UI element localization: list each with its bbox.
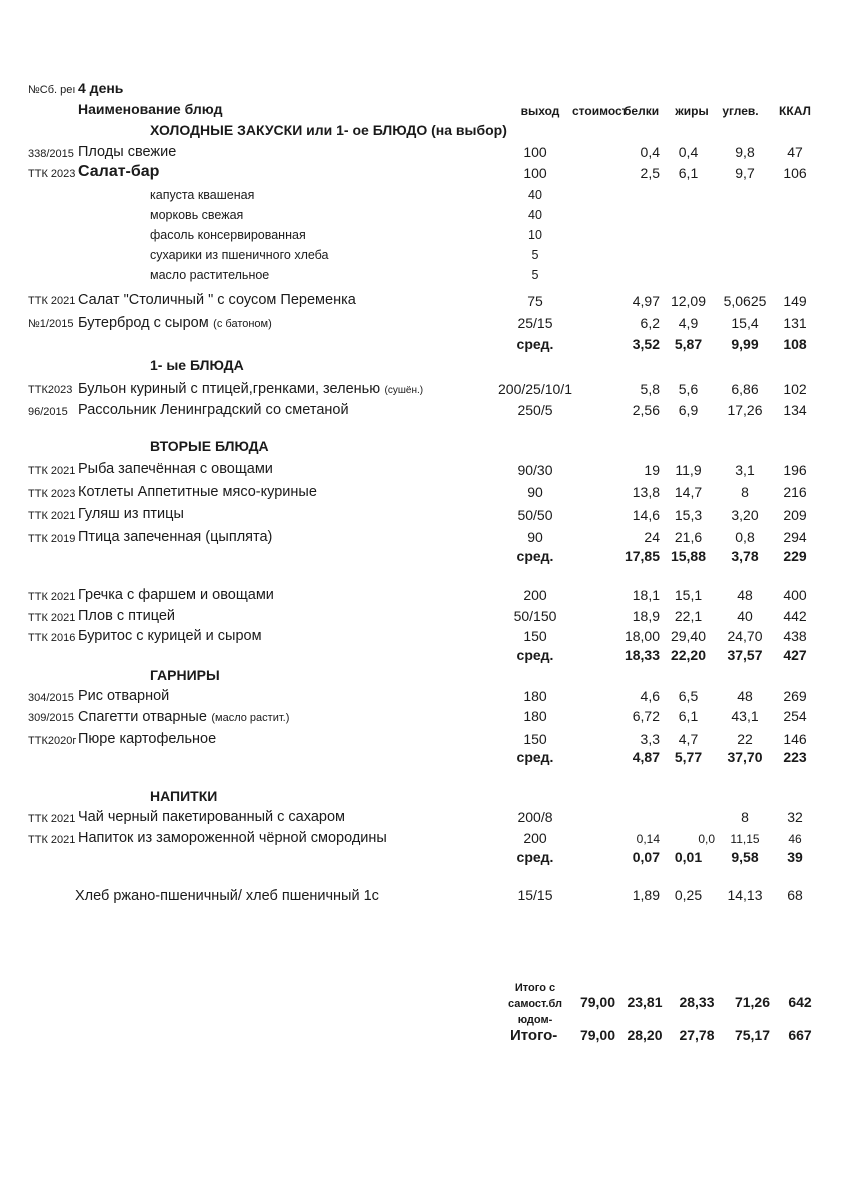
output: 100: [523, 165, 547, 181]
col-header-cost: стоимост: [572, 104, 628, 118]
protein: 4,6: [640, 688, 660, 704]
total-protein: 23,81: [627, 994, 663, 1010]
protein: 2,5: [640, 165, 660, 181]
kcal: 46: [788, 832, 802, 846]
carbs: 8: [741, 809, 749, 825]
kcal: 102: [783, 381, 807, 397]
output: 250/5: [517, 402, 553, 418]
output: 50/150: [513, 608, 557, 624]
recipe-code: ТТК 2021: [28, 591, 76, 603]
kcal: 146: [783, 731, 807, 747]
kcal: 47: [787, 144, 803, 160]
protein: 24: [644, 529, 660, 545]
avg-carbs: 37,70: [727, 749, 763, 765]
recipe-code: ТТК 2021: [28, 510, 76, 522]
section-title-drinks: НАПИТКИ: [150, 788, 218, 804]
fat: 15,3: [674, 507, 703, 523]
total-carbs: 75,17: [734, 1027, 771, 1043]
fat: 6,5: [678, 688, 699, 704]
recipe-code: 309/2015: [28, 712, 74, 724]
avg-fat: 22,20: [670, 647, 707, 663]
output: 90: [527, 529, 543, 545]
dish-name: Рассольник Ленинградский со сметаной: [78, 402, 349, 418]
output: 200/8: [517, 809, 553, 825]
col-header-kcal: ККАЛ: [779, 104, 811, 118]
carbs: 15,4: [731, 315, 759, 331]
protein: 5,8: [640, 381, 660, 397]
protein: 6,72: [632, 708, 660, 724]
output: 150: [523, 731, 547, 747]
ingredient-name: морковь свежая: [150, 208, 244, 222]
output: 150: [523, 628, 547, 644]
kcal: 106: [783, 165, 807, 181]
avg-label: сред.: [516, 647, 554, 663]
fat: 14,7: [674, 484, 703, 500]
total-fat: 27,78: [679, 1027, 715, 1043]
total-cost: 79,00: [579, 994, 616, 1010]
kcal: 254: [783, 708, 807, 724]
total-cost: 79,00: [579, 1027, 616, 1043]
section-title-second-courses: ВТОРЫЕ БЛЮДА: [150, 438, 269, 454]
kcal: 269: [783, 688, 807, 704]
dish-name: Буритос с курицей и сыром: [78, 628, 262, 644]
avg-protein: 18,33: [624, 647, 660, 663]
total-kcal: 642: [788, 994, 812, 1010]
recipe-code: №1/2015: [28, 318, 74, 330]
kcal: 196: [783, 462, 807, 478]
output: 200/25/10/1: [498, 381, 572, 397]
fat: 11,9: [675, 462, 702, 478]
avg-label: сред.: [516, 336, 554, 352]
avg-carbs: 37,57: [727, 647, 763, 663]
carbs: 17,26: [727, 402, 763, 418]
avg-fat: 15,88: [670, 548, 707, 564]
ingredient-name: капуста квашеная: [150, 188, 255, 202]
output: 90/30: [517, 462, 553, 478]
output: 90: [527, 484, 543, 500]
protein: 18,1: [632, 587, 660, 603]
total-label: Итого с самост.бл юдом-: [507, 982, 563, 1026]
carbs: 6,86: [731, 381, 759, 397]
fat: 6,1: [678, 165, 699, 181]
dish-name: Гречка с фаршем и овощами: [78, 587, 274, 603]
dish-name: Чай черный пакетированный с сахаром: [78, 809, 345, 825]
recipe-code: ТТК 2023: [28, 488, 76, 500]
avg-carbs: 3,78: [731, 548, 759, 564]
dish-name: Гуляш из птицы: [78, 506, 184, 522]
output: 50/50: [517, 507, 553, 523]
avg-protein: 0,07: [632, 849, 660, 865]
protein: 18,00: [624, 628, 660, 644]
section-title-first-courses: 1- ые БЛЮДА: [150, 357, 244, 373]
avg-label: сред.: [516, 849, 554, 865]
dish-name: [78, 380, 423, 398]
output: 75: [527, 293, 543, 309]
kcal: 68: [787, 887, 803, 903]
recipe-code: ТТК2020г: [28, 735, 77, 747]
dish-name: Салат-бар: [78, 163, 160, 180]
fat: 21,6: [674, 529, 703, 545]
fat: 4,7: [678, 731, 699, 747]
output: 180: [523, 688, 547, 704]
recipe-code: ТТК 2021: [28, 834, 76, 846]
dish-name: Рис отварной: [78, 688, 170, 704]
recipe-code: 304/2015: [28, 692, 74, 704]
section-title-cold-snacks: ХОЛОДНЫЕ ЗАКУСКИ или 1- ое БЛЮДО (на выбор): [150, 122, 507, 138]
output: 25/15: [517, 315, 553, 331]
kcal: 149: [783, 293, 807, 309]
carbs: 9,7: [735, 165, 755, 181]
carbs: 3,1: [735, 462, 755, 478]
kcal: 294: [783, 529, 807, 545]
avg-label: сред.: [516, 749, 554, 765]
total-carbs: 71,26: [734, 994, 771, 1010]
avg-protein: 17,85: [624, 548, 660, 564]
fat: 22,1: [674, 608, 703, 624]
kcal: 438: [783, 628, 807, 644]
carbs: 5,0625: [723, 293, 767, 309]
avg-label: сред.: [516, 548, 554, 564]
kcal: 32: [787, 809, 803, 825]
dish-name: Плов с птицей: [78, 608, 176, 624]
dish-name: Рыба запечённая с овощами: [78, 461, 273, 477]
carbs: 0,8: [735, 529, 755, 545]
fat: 0,0: [698, 832, 715, 846]
carbs: 11,15: [730, 832, 760, 846]
name-column-header: Наименование блюд: [78, 101, 223, 117]
avg-fat: 0,01: [674, 849, 703, 865]
ingredient-name: масло растительное: [150, 268, 270, 282]
carbs: 22: [737, 731, 753, 747]
ingredient-output: 5: [531, 248, 539, 262]
ingredient-output: 40: [528, 188, 542, 202]
dish-name-text: Спагетти отварные: [78, 709, 207, 725]
dish-note: (с батоном): [213, 318, 272, 330]
fat: 5,6: [678, 381, 699, 397]
recipe-code: ТТК 2019: [28, 533, 76, 545]
dish-name: [78, 314, 272, 332]
dish-name: Птица запеченная (цыплята): [78, 529, 273, 545]
total-protein: 28,20: [627, 1027, 663, 1043]
fat: 0,25: [674, 887, 703, 903]
ingredient-name: фасоль консервированная: [150, 228, 306, 242]
total-kcal: 667: [788, 1027, 812, 1043]
protein: 18,9: [632, 608, 660, 624]
output: 100: [523, 144, 547, 160]
total-fat: 28,33: [679, 994, 715, 1010]
fat: 0,4: [678, 144, 699, 160]
recipe-code: ТТК2023: [28, 384, 73, 396]
ingredient-output: 5: [531, 268, 539, 282]
protein: 3,3: [640, 731, 660, 747]
protein: 4,97: [632, 293, 660, 309]
dish-name: Напиток из замороженной чёрной смородины: [78, 830, 387, 846]
col-header-carbs: углев.: [722, 104, 759, 118]
day-title: 4 день: [78, 80, 124, 96]
avg-kcal: 229: [783, 548, 807, 564]
fat: 15,1: [674, 587, 703, 603]
carbs: 48: [737, 688, 753, 704]
fat: 4,9: [678, 315, 699, 331]
dish-note: (сушён.): [384, 385, 424, 396]
protein: 2,56: [632, 402, 660, 418]
kcal: 134: [783, 402, 807, 418]
protein: 6,2: [640, 315, 660, 331]
recipe-code: ТТК 2021: [28, 813, 76, 825]
carbs: 9,8: [735, 144, 755, 160]
avg-kcal: 427: [783, 647, 807, 663]
protein: 0,4: [640, 144, 660, 160]
output: 200: [523, 830, 547, 846]
protein: 0,14: [636, 832, 660, 846]
dish-note: (масло растит.): [211, 712, 290, 724]
carbs: 14,13: [727, 887, 763, 903]
carbs: 24,70: [727, 628, 763, 644]
protein: 1,89: [632, 887, 660, 903]
dish-name: Салат "Столичный " с соусом Переменка: [78, 292, 356, 308]
dish-name: Пюре картофельное: [78, 731, 217, 747]
output: 15/15: [517, 887, 553, 903]
recipe-code: ТТК 2021: [28, 465, 76, 477]
recipe-code: ТТК 2021: [28, 295, 76, 307]
dish-name: Хлеб ржано-пшеничный/ хлеб пшеничный 1с: [75, 888, 379, 904]
avg-fat: 5,87: [674, 336, 703, 352]
fat: 29,40: [670, 628, 707, 644]
dish-name-text: Бутерброд с сыром: [78, 315, 209, 331]
dish-name: [78, 708, 289, 726]
output: 200: [523, 587, 547, 603]
recipe-code: ТТК 2021: [28, 612, 76, 624]
fat: 6,9: [678, 402, 699, 418]
kcal: 400: [783, 587, 807, 603]
carbs: 43,1: [731, 708, 759, 724]
carbs: 40: [737, 608, 753, 624]
avg-carbs: 9,99: [731, 336, 759, 352]
recipe-code: ТТК 2023: [28, 168, 76, 180]
ingredient-output: 10: [528, 228, 542, 242]
recipe-code: 96/2015: [28, 406, 68, 418]
fat: 6,1: [678, 708, 699, 724]
dish-name: Плоды свежие: [78, 144, 177, 160]
carbs: 8: [741, 484, 749, 500]
dish-name-text: Бульон куриный с птицей,гренками, зеленью: [78, 381, 381, 397]
col-header-output: выход: [520, 104, 560, 118]
col-header-fat: жиры: [675, 104, 709, 118]
protein: 13,8: [632, 484, 660, 500]
avg-fat: 5,77: [674, 749, 703, 765]
avg-kcal: 223: [783, 749, 807, 765]
kcal: 131: [783, 315, 807, 331]
ingredient-name: сухарики из пшеничного хлеба: [150, 248, 329, 262]
recipe-code: ТТК 2016: [28, 632, 76, 644]
dish-name: Котлеты Аппетитные мясо-куриные: [78, 484, 317, 500]
avg-carbs: 9,58: [731, 849, 759, 865]
kcal: 216: [783, 484, 807, 500]
carbs: 48: [737, 587, 753, 603]
avg-protein: 3,52: [632, 336, 660, 352]
protein: 19: [644, 462, 660, 478]
fat: 12,09: [670, 293, 707, 309]
kcal: 442: [783, 608, 807, 624]
avg-protein: 4,87: [632, 749, 660, 765]
avg-kcal: 39: [787, 849, 803, 865]
carbs: 3,20: [731, 507, 759, 523]
ingredient-output: 40: [528, 208, 542, 222]
avg-kcal: 108: [783, 336, 807, 352]
recipe-code: 338/2015: [28, 148, 74, 160]
protein: 14,6: [632, 507, 660, 523]
doc-code: №Сб. реı: [28, 84, 76, 96]
col-header-protein: белки: [624, 104, 660, 118]
total-label: Итого-: [510, 1027, 558, 1044]
output: 180: [523, 708, 547, 724]
kcal: 209: [783, 507, 807, 523]
section-title-garnishes: ГАРНИРЫ: [150, 667, 220, 683]
